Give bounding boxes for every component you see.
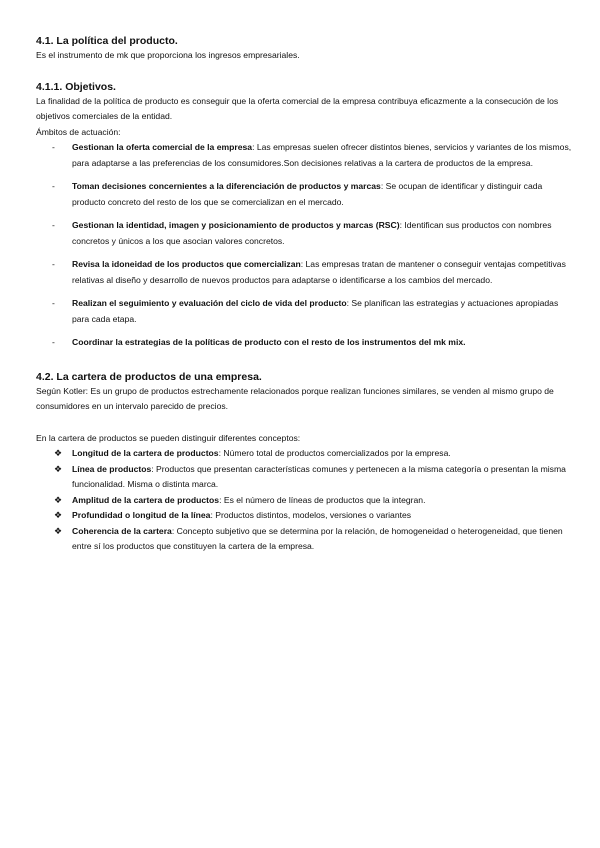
- list-item: ❖ Amplitud de la cartera de productos: Es el número de líneas de productos que la integran.: [36, 493, 572, 509]
- document-page: [36, 34, 572, 555]
- concepts-label: En la cartera de productos se pueden distinguir diferentes conceptos:: [36, 432, 301, 443]
- list-item: ❖ Coherencia de la cartera: Concepto subjetivo que se determina por la relación, de homogeneidad o heterogeneidad, que tienen entre sí los productos que constituyen la cartera de la empresa.: [54, 525, 563, 551]
- list-item: - Gestionan la oferta comercial de la empresa: Las empresas suelen ofrecer distintos bienes, servicios y variantes de los mismos, para adaptarse a las preferencias de los consumidores.Son decisiones relativas a la cartera de productos de la empresa.: [52, 142, 572, 168]
- section-4-1-intro: Es el instrumento de mk que proporciona los ingresos empresariales.: [36, 50, 300, 60]
- concepts-list: [36, 446, 572, 555]
- ambitos-label: Ámbitos de actuación:: [36, 126, 121, 137]
- list-item: ❖ Profundidad o longitud de la línea: Productos distintos, modelos, versiones o variantes: [36, 508, 572, 524]
- ambitos-list: [36, 140, 572, 351]
- diamond-bullet-icon: ❖: [54, 448, 63, 458]
- diamond-bullet-icon: ❖: [54, 494, 63, 505]
- diamond-bullet-icon: ❖: [54, 463, 63, 474]
- list-item: ❖ Línea de productos: Productos que presentan características comunes y pertenecen a la misma categoría o presentan la misma funcionalidad. Misma o distinta marca.: [54, 463, 566, 489]
- section-4-2-heading: 4.2. La cartera de productos de una empresa.: [36, 370, 262, 383]
- objetivos-paragraph: La finalidad de la política de producto es conseguir que la oferta comercial de la empresa contribuya eficazmente a la consecución de los objetivos comerciales de la entidad.: [36, 95, 559, 121]
- diamond-bullet-icon: ❖: [54, 510, 63, 520]
- kotler-paragraph: Según Kotler: Es un grupo de productos estrechamente relacionados porque realizan funciones similares, se venden al mismo grupo de consumidores en un intervalo parecido de precios.: [36, 385, 554, 411]
- list-item: - Coordinar la estrategias de la políticas de producto con el resto de los instrumentos del mk mix.: [52, 337, 466, 347]
- diamond-bullet-icon: ❖: [54, 525, 63, 536]
- list-item: - Toman decisiones concernientes a la diferenciación de productos y marcas: Se ocupan de identificar y distinguir cada producto concreto del resto de los que se comercializan en el mercado.: [52, 181, 543, 207]
- list-item: ❖ Longitud de la cartera de productos: Número total de productos comercializados por la empresa.: [36, 446, 572, 462]
- section-4-1-heading: 4.1. La política del producto.: [36, 35, 178, 47]
- list-item: - Revisa la idoneidad de los productos que comercializan: Las empresas tratan de mantener o conseguir ventajas competitivas relativas al diseño y desarrollo de nuevos productos para adaptarse o identificarse a los cambios del mercado.: [52, 259, 566, 285]
- list-item: - Gestionan la identidad, imagen y posicionamiento de productos y marcas (RSC): Identifican sus productos con nombres concretos y únicos a los que asocian valores concretos.: [52, 220, 552, 246]
- section-4-1-1-heading: 4.1.1. Objetivos.: [36, 80, 116, 93]
- list-item: - Realizan el seguimiento y evaluación del ciclo de vida del producto: Se planifican las estrategias y actuaciones apropiadas para cada etapa.: [52, 298, 559, 324]
